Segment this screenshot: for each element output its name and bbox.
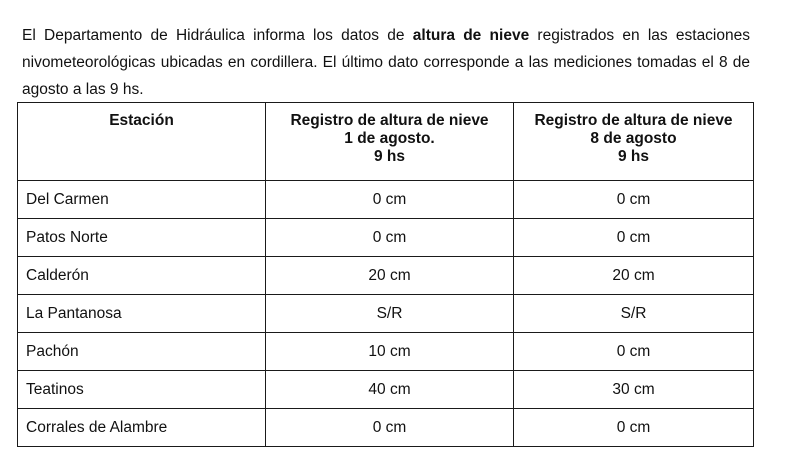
table-row xyxy=(18,295,754,333)
header-aug8 xyxy=(514,103,754,181)
station-name: Corrales de Alambre xyxy=(18,409,266,447)
header-aug1-line1: Registro de altura de nieve xyxy=(290,112,489,129)
table-row xyxy=(18,333,754,371)
aug8-value: 0 cm xyxy=(514,409,754,447)
snow-height-table xyxy=(17,102,754,447)
aug8-value: 0 cm xyxy=(514,181,754,219)
snow-table-container xyxy=(17,102,754,447)
station-name: Del Carmen xyxy=(18,181,266,219)
table-row xyxy=(18,409,754,447)
station-name: Calderón xyxy=(18,257,266,295)
aug8-value: 0 cm xyxy=(514,333,754,371)
station-name: La Pantanosa xyxy=(18,295,266,333)
header-aug8-line3: 9 hs xyxy=(617,148,649,165)
table-row xyxy=(18,371,754,409)
header-aug1-line3: 9 hs xyxy=(373,148,405,165)
aug8-value: S/R xyxy=(514,295,754,333)
header-aug8-line2: 8 de agosto xyxy=(590,130,677,147)
station-name: Patos Norte xyxy=(18,219,266,257)
header-aug8-line1: Registro de altura de nieve xyxy=(534,112,733,129)
header-aug1 xyxy=(266,103,514,181)
header-station: Estación xyxy=(18,103,266,181)
aug8-value: 0 cm xyxy=(514,219,754,257)
table-row xyxy=(18,257,754,295)
intro-paragraph xyxy=(22,22,750,103)
aug1-value: 10 cm xyxy=(266,333,514,371)
aug1-value: 0 cm xyxy=(266,181,514,219)
aug8-value: 20 cm xyxy=(514,257,754,295)
table-row xyxy=(18,181,754,219)
table-header-row xyxy=(18,103,754,181)
station-name: Pachón xyxy=(18,333,266,371)
station-name: Teatinos xyxy=(18,371,266,409)
header-aug1-line2: 1 de agosto. xyxy=(344,130,435,147)
aug8-value: 30 cm xyxy=(514,371,754,409)
aug1-value: 0 cm xyxy=(266,409,514,447)
aug1-value: 40 cm xyxy=(266,371,514,409)
aug1-value: 0 cm xyxy=(266,219,514,257)
intro-text-start: El Departamento de Hidráulica informa los datos de xyxy=(22,26,413,44)
intro-text-bold: altura de nieve xyxy=(412,26,530,44)
intro-text-end: registrados en las estaciones nivometeorológicas ubicadas en cordillera. El último dato corresponde a las mediciones tomadas el 8 de agosto a las 9 hs. xyxy=(22,26,750,98)
aug1-value: S/R xyxy=(266,295,514,333)
aug1-value: 20 cm xyxy=(266,257,514,295)
table-row xyxy=(18,219,754,257)
